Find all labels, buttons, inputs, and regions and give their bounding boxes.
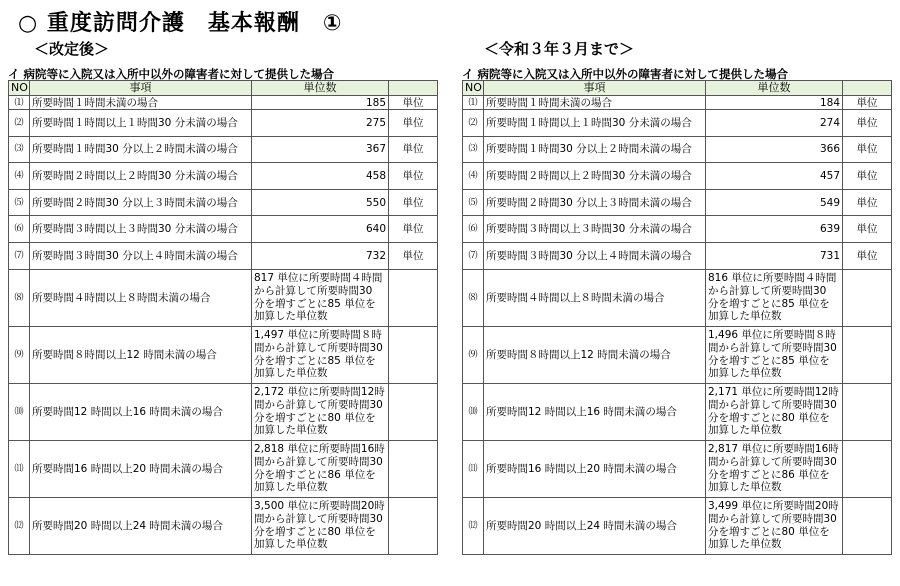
row-unit: 単位 [843,110,892,137]
table-row [463,216,892,243]
table-row [463,497,892,554]
row-number: ⑽ [9,383,30,440]
table-row [9,269,438,326]
row-item: 所要時間16 時間以上20 時間未満の場合 [484,440,706,497]
row-unit: 単位 [389,96,438,110]
table-row [9,242,438,269]
row-number: ⑾ [463,440,484,497]
table-row [463,326,892,383]
header-unit [843,81,892,96]
row-unit: 単位 [843,189,892,216]
row-unit [843,269,892,326]
row-number: ⑿ [9,497,30,554]
row-item: 所要時間１時間未満の場合 [30,96,252,110]
row-number: ⑿ [463,497,484,554]
row-number: ⑻ [9,269,30,326]
row-unit [389,440,438,497]
row-item: 所要時間８時間以上12 時間未満の場合 [30,326,252,383]
table-row [463,440,892,497]
row-unit: 単位 [843,136,892,163]
row-value: 640 [252,216,389,243]
row-item: 所要時間３時間30 分以上４時間未満の場合 [30,242,252,269]
row-unit: 単位 [843,163,892,190]
row-value: 3,499 単位に所要時間20時間から計算して所要時間30 分を増すごとに80 単位を加算した単位数 [706,497,843,554]
header-no: NO [9,81,30,96]
row-number: ⑹ [463,216,484,243]
row-item: 所要時間１時間30 分以上２時間未満の場合 [484,136,706,163]
row-value: 1,496 単位に所要時間８時間から計算して所要時間30 分を増すごとに85 単位を加算した単位数 [706,326,843,383]
table-row [463,189,892,216]
row-number: ⑴ [9,96,30,110]
table-header-row [9,81,438,96]
row-item: 所要時間16 時間以上20 時間未満の場合 [30,440,252,497]
row-value: 3,500 単位に所要時間20時間から計算して所要時間30 分を増すごとに80 単位を加算した単位数 [252,497,389,554]
table-row [463,110,892,137]
row-value: 184 [706,96,843,110]
row-unit: 単位 [843,216,892,243]
row-value: 639 [706,216,843,243]
row-item: 所要時間２時間以上２時間30 分未満の場合 [484,163,706,190]
header-no: NO [463,81,484,96]
row-unit [843,497,892,554]
row-value: 366 [706,136,843,163]
row-number: ⑸ [9,189,30,216]
row-item: 所要時間８時間以上12 時間未満の場合 [484,326,706,383]
row-unit [389,497,438,554]
row-unit: 単位 [389,242,438,269]
row-item: 所要時間３時間以上３時間30 分未満の場合 [30,216,252,243]
row-number: ⑸ [463,189,484,216]
row-value: 2,172 単位に所要時間12時間から計算して所要時間30 分を増すごとに80 単位を加算した単位数 [252,383,389,440]
table-row [9,189,438,216]
row-value: 1,497 単位に所要時間８時間から計算して所要時間30 分を増すごとに85 単位を加算した単位数 [252,326,389,383]
row-number: ⑻ [463,269,484,326]
row-value: 731 [706,242,843,269]
header-value: 単位数 [252,81,389,96]
header-item: 事項 [484,81,706,96]
row-number: ⑼ [9,326,30,383]
row-number: ⑹ [9,216,30,243]
row-item: 所要時間２時間以上２時間30 分未満の場合 [30,163,252,190]
header-unit [389,81,438,96]
fee-table-after [8,80,438,555]
row-unit [389,326,438,383]
table-row [9,163,438,190]
header-item: 事項 [30,81,252,96]
table-row [9,96,438,110]
row-value: 549 [706,189,843,216]
table-header-row [463,81,892,96]
row-number: ⑼ [463,326,484,383]
row-unit [843,440,892,497]
table-row [463,136,892,163]
row-value: 274 [706,110,843,137]
row-value: 550 [252,189,389,216]
row-item: 所要時間１時間以上１時間30 分未満の場合 [30,110,252,137]
row-item: 所要時間２時間30 分以上３時間未満の場合 [484,189,706,216]
row-number: ⑵ [9,110,30,137]
row-unit: 単位 [389,189,438,216]
page-title: ○ 重度訪問介護 基本報酬 ① [18,11,343,36]
row-value: 458 [252,163,389,190]
row-number: ⑶ [463,136,484,163]
table-row [9,216,438,243]
row-unit: 単位 [843,96,892,110]
row-number: ⑴ [463,96,484,110]
before-revision-heading: ＜令和３年３月まで＞ [484,40,635,58]
row-unit: 単位 [389,163,438,190]
table-row [463,163,892,190]
row-item: 所要時間１時間未満の場合 [484,96,706,110]
table-row [9,136,438,163]
row-unit: 単位 [389,216,438,243]
row-unit [389,269,438,326]
right-section-title: イ 病院等に入院又は入所中以外の障害者に対して提供した場合 [462,67,789,81]
row-value: 2,818 単位に所要時間16時間から計算して所要時間30 分を増すごとに86 単位を加算した単位数 [252,440,389,497]
row-item: 所要時間２時間30 分以上３時間未満の場合 [30,189,252,216]
row-number: ⑾ [9,440,30,497]
row-item: 所要時間３時間以上３時間30 分未満の場合 [484,216,706,243]
table-row [463,96,892,110]
row-value: 2,171 単位に所要時間12時間から計算して所要時間30 分を増すごとに80 単位を加算した単位数 [706,383,843,440]
left-section-title: イ 病院等に入院又は入所中以外の障害者に対して提供した場合 [8,67,335,81]
row-unit: 単位 [389,136,438,163]
table-row [9,497,438,554]
row-number: ⑷ [463,163,484,190]
row-number: ⑽ [463,383,484,440]
table-row [463,242,892,269]
row-item: 所要時間１時間以上１時間30 分未満の場合 [484,110,706,137]
row-item: 所要時間20 時間以上24 時間未満の場合 [484,497,706,554]
row-item: 所要時間12 時間以上16 時間未満の場合 [484,383,706,440]
row-item: 所要時間１時間30 分以上２時間未満の場合 [30,136,252,163]
row-unit [389,383,438,440]
row-number: ⑺ [463,242,484,269]
header-value: 単位数 [706,81,843,96]
row-value: 367 [252,136,389,163]
row-item: 所要時間20 時間以上24 時間未満の場合 [30,497,252,554]
row-item: 所要時間４時間以上８時間未満の場合 [30,269,252,326]
row-value: 185 [252,96,389,110]
fee-table-before [462,80,892,555]
table-row [9,440,438,497]
row-unit [843,383,892,440]
row-value: 816 単位に所要時間４時間から計算して所要時間30 分を増すごとに85 単位を加算した単位数 [706,269,843,326]
row-item: 所要時間12 時間以上16 時間未満の場合 [30,383,252,440]
after-revision-heading: ＜改定後＞ [34,40,110,58]
table-row [463,383,892,440]
row-value: 732 [252,242,389,269]
row-number: ⑷ [9,163,30,190]
row-value: 817 単位に所要時間４時間から計算して所要時間30 分を増すごとに85 単位を加算した単位数 [252,269,389,326]
table-row [9,383,438,440]
table-row [9,110,438,137]
row-unit [843,326,892,383]
row-number: ⑺ [9,242,30,269]
row-value: 275 [252,110,389,137]
row-value: 2,817 単位に所要時間16時間から計算して所要時間30 分を増すごとに86 単位を加算した単位数 [706,440,843,497]
row-unit: 単位 [389,110,438,137]
row-number: ⑵ [463,110,484,137]
row-unit: 単位 [843,242,892,269]
row-value: 457 [706,163,843,190]
table-row [9,326,438,383]
row-number: ⑶ [9,136,30,163]
row-item: 所要時間４時間以上８時間未満の場合 [484,269,706,326]
row-item: 所要時間３時間30 分以上４時間未満の場合 [484,242,706,269]
table-row [463,269,892,326]
